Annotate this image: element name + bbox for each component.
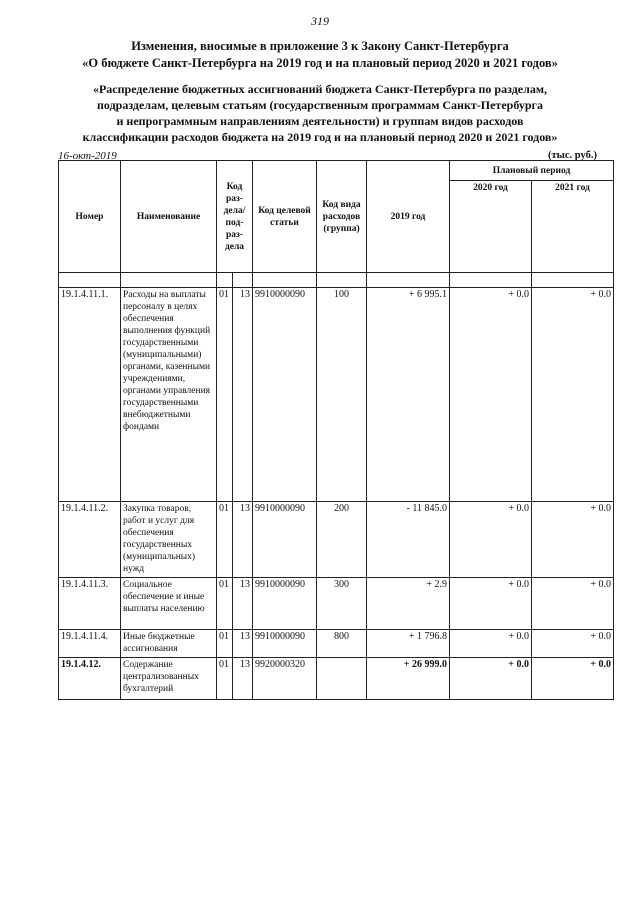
row-section: 01 (217, 578, 233, 630)
row-target: 9920000320 (253, 658, 317, 700)
row-number: 19.1.4.11.3. (59, 578, 121, 630)
units-label: (тыс. руб.) (548, 150, 597, 161)
row-number: 19.1.4.11.4. (59, 630, 121, 658)
row-target: 9910000090 (253, 502, 317, 578)
header-number: Номер (59, 161, 121, 273)
table-row (59, 502, 614, 578)
row-subsection: 13 (233, 502, 253, 578)
row-2021: + 0.0 (532, 658, 614, 700)
row-section: 01 (217, 630, 233, 658)
row-name: Социальное обеспечение и иные выплаты населению (121, 578, 217, 630)
title-line-4: классификации расходов бюджета на 2019 год и на плановый период 2020 и 2021 годов» (82, 130, 558, 144)
row-subsection: 13 (233, 658, 253, 700)
row-2021: + 0.0 (532, 502, 614, 578)
row-target: 9910000090 (253, 288, 317, 502)
header-section-code: Код раз-дела/под-раз-дела (217, 161, 253, 273)
row-expense: 200 (317, 502, 367, 578)
row-2019: + 1 796.8 (367, 630, 450, 658)
row-2021: + 0.0 (532, 630, 614, 658)
document-date: 16-окт-2019 (58, 150, 117, 162)
row-subsection: 13 (233, 578, 253, 630)
table-row (59, 288, 614, 502)
header-target-code: Код целевой статьи (253, 161, 317, 273)
row-2020: + 0.0 (450, 658, 532, 700)
spacer-row (59, 273, 614, 288)
header-line-2: «О бюджете Санкт-Петербурга на 2019 год и на плановый период 2020 и 2021 годов» (82, 56, 558, 70)
row-number: 19.1.4.11.1. (59, 288, 121, 502)
row-name: Закупка товаров, работ и услуг для обеспечения государственных (муниципальных) нужд (121, 502, 217, 578)
header-expense-code: Код вида расходов (группа) (317, 161, 367, 273)
row-subsection: 13 (233, 630, 253, 658)
table-row (59, 630, 614, 658)
header-2021: 2021 год (532, 181, 614, 273)
table-row (59, 658, 614, 700)
row-name: Содержание централизованных бухгалтерий (121, 658, 217, 700)
title-line-3: и непрограммным направлениям деятельности) и группам видов расходов (116, 114, 524, 128)
row-2020: + 0.0 (450, 630, 532, 658)
budget-table (58, 160, 614, 700)
row-2019: + 2.9 (367, 578, 450, 630)
row-2020: + 0.0 (450, 502, 532, 578)
row-target: 9910000090 (253, 578, 317, 630)
row-2020: + 0.0 (450, 288, 532, 502)
header-2020: 2020 год (450, 181, 532, 273)
row-2020: + 0.0 (450, 578, 532, 630)
row-section: 01 (217, 658, 233, 700)
row-2019: + 6 995.1 (367, 288, 450, 502)
row-name: Иные бюджетные ассигнования (121, 630, 217, 658)
page-number: 319 (311, 14, 329, 28)
row-target: 9910000090 (253, 630, 317, 658)
row-2019: + 26 999.0 (367, 658, 450, 700)
row-2021: + 0.0 (532, 578, 614, 630)
row-number: 19.1.4.12. (59, 658, 121, 700)
row-number: 19.1.4.11.2. (59, 502, 121, 578)
table-row (59, 578, 614, 630)
header-2019: 2019 год (367, 161, 450, 273)
row-expense: 300 (317, 578, 367, 630)
row-expense (317, 658, 367, 700)
row-expense: 100 (317, 288, 367, 502)
title-line-1: «Распределение бюджетных ассигнований бюджета Санкт-Петербурга по разделам, (92, 82, 548, 96)
header-planned-period: Плановый период (450, 161, 614, 181)
row-subsection: 13 (233, 288, 253, 502)
header-line-1: Изменения, вносимые в приложение 3 к Закону Санкт-Петербурга (131, 39, 509, 53)
row-name: Расходы на выплаты персоналу в целях обеспечения выполнения функций государственными (муниципальными) органами, казенными учреждениями, органами управления государственными внебюджетными фондами (121, 288, 217, 502)
row-expense: 800 (317, 630, 367, 658)
row-section: 01 (217, 288, 233, 502)
row-section: 01 (217, 502, 233, 578)
row-2019: - 11 845.0 (367, 502, 450, 578)
row-2021: + 0.0 (532, 288, 614, 502)
title-line-2: подразделам, целевым статьям (государственным программам Санкт-Петербурга (97, 98, 543, 112)
header-name: Наименование (121, 161, 217, 273)
